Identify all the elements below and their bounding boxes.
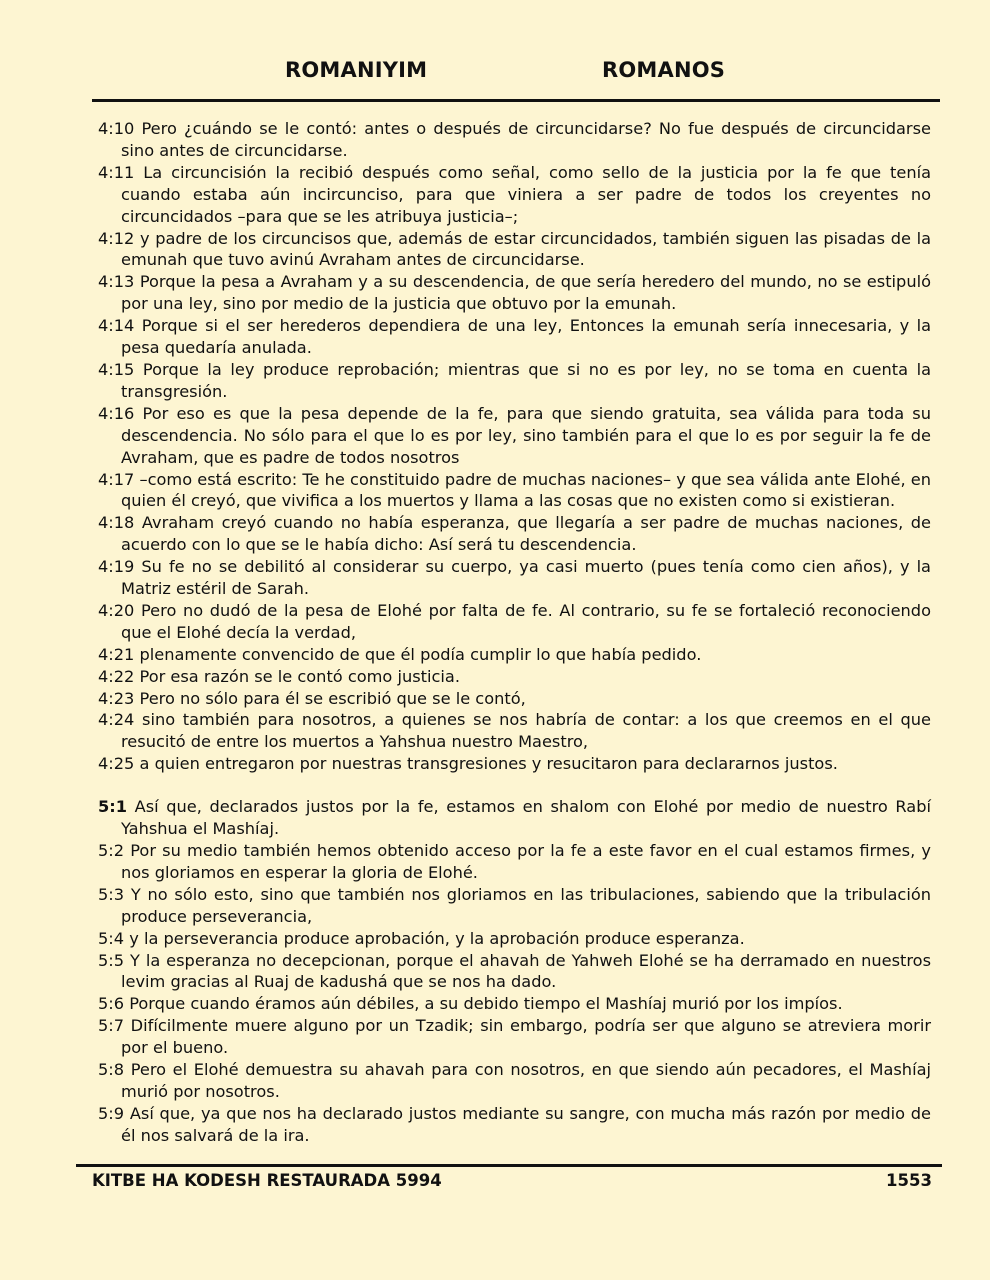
verse xyxy=(98,884,931,928)
verse xyxy=(98,162,931,228)
verse xyxy=(98,644,931,666)
verse-number: 4:14 xyxy=(98,316,135,336)
verse-text: Y no sólo esto, sino que también nos gloriamos en las tribulaciones, sabiendo que la tribulación produce perseverancia, xyxy=(121,884,931,926)
verse-text: Por su medio también hemos obtenido acceso por la fe a este favor en el cual estamos firmes, y nos gloriamos en esperar la gloria de Elohé. xyxy=(121,841,931,882)
verse-text: Pero el Elohé demuestra su ahavah para con nosotros, en que siendo aún pecadores, el Mashíaj murió por nosotros. xyxy=(121,1060,931,1101)
verse-text: Así que, declarados justos por la fe, estamos en shalom con Elohé por medio de nuestro Rabí Yahshua el Mashíaj. xyxy=(121,797,931,839)
verse-text: sino también para nosotros, a quienes se nos habría de contar: a los que creemos en el que resucitó de entre los muertos a Yahshua nuestro Maestro, xyxy=(121,710,931,752)
verse-number: 4:18 xyxy=(98,513,135,533)
verse-text: y padre de los circuncisos que, además de estar circuncidados, también siguen las pisadas de la emunah que tuvo avinú Avraham antes de circuncidarse. xyxy=(121,228,931,270)
verse-number: 5:6 xyxy=(98,994,125,1014)
verse-text: Pero ¿cuándo se le contó: antes o después de circuncidarse? No fue después de circuncidarse sino antes de circuncidarse. xyxy=(121,119,931,160)
verse xyxy=(98,796,931,840)
verse-text: Por esa razón se le contó como justicia. xyxy=(139,666,460,686)
verse xyxy=(98,600,931,644)
page-number: 1553 xyxy=(886,1171,932,1190)
verse-number: 5:9 xyxy=(98,1103,125,1123)
verse-text: plenamente convencido de que él podía cumplir lo que había pedido. xyxy=(139,644,702,664)
verse xyxy=(98,512,931,556)
verse-number: 4:20 xyxy=(98,600,135,620)
verse xyxy=(98,1059,931,1103)
chapter-break xyxy=(98,775,931,796)
chapter-4-verses xyxy=(98,118,931,775)
verse-text: Por eso es que la pesa depende de la fe, para que siendo gratuita, sea válida para toda su descendencia. No sólo para el que lo es por ley, sino también para el que lo es por seguir la fe de Avraham, que es padre de todos nosotros xyxy=(121,403,931,467)
chapter-5-verses xyxy=(98,796,931,1147)
verse xyxy=(98,753,931,775)
verse-text: Avraham creyó cuando no había esperanza, que llegaría a ser padre de muchas naciones, de acuerdo con lo que se le había dicho: Así será tu descendencia. xyxy=(121,513,931,555)
verse-number: 4:22 xyxy=(98,666,135,686)
footer-book-title: KITBE HA KODESH RESTAURADA 5994 xyxy=(92,1171,442,1190)
verse-text: Y la esperanza no decepcionan, porque el ahavah de Yahweh Elohé se ha derramado en nuestros levim gracias al Ruaj de kadushá que se nos ha dado. xyxy=(121,950,931,992)
verse-number: 5:7 xyxy=(98,1016,125,1036)
verse xyxy=(98,840,931,884)
verse-text: y la perseverancia produce aprobación, y la aprobación produce esperanza. xyxy=(129,928,745,948)
verse-number: 5:1 xyxy=(98,797,127,817)
verse-text: Pero no dudó de la pesa de Elohé por falta de fe. Al contrario, su fe se fortaleció reconociendo que el Elohé decía la verdad, xyxy=(121,600,931,642)
verse xyxy=(98,403,931,469)
verse-text: La circuncisión la recibió después como señal, como sello de la justicia por la fe que tenía cuando estaba aún incircunciso, para que viniera a ser padre de todos los creyentes no circuncidados –para que se les atribuya justicia–; xyxy=(121,162,931,226)
verse xyxy=(98,928,931,950)
verse-number: 4:21 xyxy=(98,644,135,664)
hebrew-book-title: ROMANIYIM xyxy=(285,58,428,82)
verse-text: Así que, ya que nos ha declarado justos mediante su sangre, con mucha más razón por medio de él nos salvará de la ira. xyxy=(121,1103,931,1145)
verse xyxy=(98,1103,931,1147)
verse xyxy=(98,118,931,162)
verse-number: 5:2 xyxy=(98,841,125,860)
verse xyxy=(98,359,931,403)
verse xyxy=(98,228,931,272)
verse-number: 4:15 xyxy=(98,359,135,379)
spanish-book-title: ROMANOS xyxy=(602,58,726,82)
verse-number: 4:23 xyxy=(98,688,135,708)
verse xyxy=(98,315,931,359)
verse-number: 5:8 xyxy=(98,1060,125,1080)
verse-text: –como está escrito: Te he constituido padre de muchas naciones– y que sea válida ante Elohé, en quien él creyó, que vivifica a los muertos y llama a las cosas que no existen como si existieran. xyxy=(121,469,931,511)
verse xyxy=(98,1015,931,1059)
verse xyxy=(98,688,931,710)
verse-text: Pero no sólo para él se escribió que se le contó, xyxy=(139,688,526,708)
verse-text: a quien entregaron por nuestras transgresiones y resucitaron para declararnos justos. xyxy=(139,754,838,774)
verse-number: 5:4 xyxy=(98,928,125,948)
verse-number: 5:3 xyxy=(98,884,125,904)
verse xyxy=(98,469,931,513)
verse xyxy=(98,271,931,315)
verse-number: 4:12 xyxy=(98,228,135,248)
verse xyxy=(98,993,931,1015)
verse xyxy=(98,950,931,994)
verse-text: Porque la ley produce reprobación; mientras que si no es por ley, no se toma en cuenta la transgresión. xyxy=(121,359,931,401)
verse-number: 4:25 xyxy=(98,754,135,774)
verse-text: Porque si el ser herederos dependiera de una ley, Entonces la emunah sería innecesaria, y la pesa quedaría anulada. xyxy=(121,316,932,358)
verse xyxy=(98,666,931,688)
verse xyxy=(98,556,931,600)
verse-number: 4:11 xyxy=(98,162,135,182)
verse-number: 4:16 xyxy=(98,403,135,423)
header-divider xyxy=(92,99,940,102)
verse-number: 4:10 xyxy=(98,119,135,138)
verse-number: 4:17 xyxy=(98,469,135,489)
page-header xyxy=(0,58,990,90)
verse-text: Porque cuando éramos aún débiles, a su debido tiempo el Mashíaj murió por los impíos. xyxy=(129,994,843,1014)
verse-number: 4:13 xyxy=(98,272,135,292)
footer-divider xyxy=(76,1164,942,1167)
verse-text: Difícilmente muere alguno por un Tzadik; sin embargo, podría ser que alguno se atreviera morir por el bueno. xyxy=(121,1016,931,1058)
verse xyxy=(98,709,931,753)
verse-number: 4:24 xyxy=(98,710,135,730)
verse-number: 5:5 xyxy=(98,950,125,970)
verse-text: Su fe no se debilitó al considerar su cuerpo, ya casi muerto (pues tenía como cien años), y la Matriz estéril de Sarah. xyxy=(121,557,931,599)
verse-text: Porque la pesa a Avraham y a su descendencia, de que sería heredero del mundo, no se estipuló por una ley, sino por medio de la justicia que obtuvo por la emunah. xyxy=(121,272,931,314)
verse-number: 4:19 xyxy=(98,557,135,577)
scripture-text xyxy=(98,118,931,1147)
